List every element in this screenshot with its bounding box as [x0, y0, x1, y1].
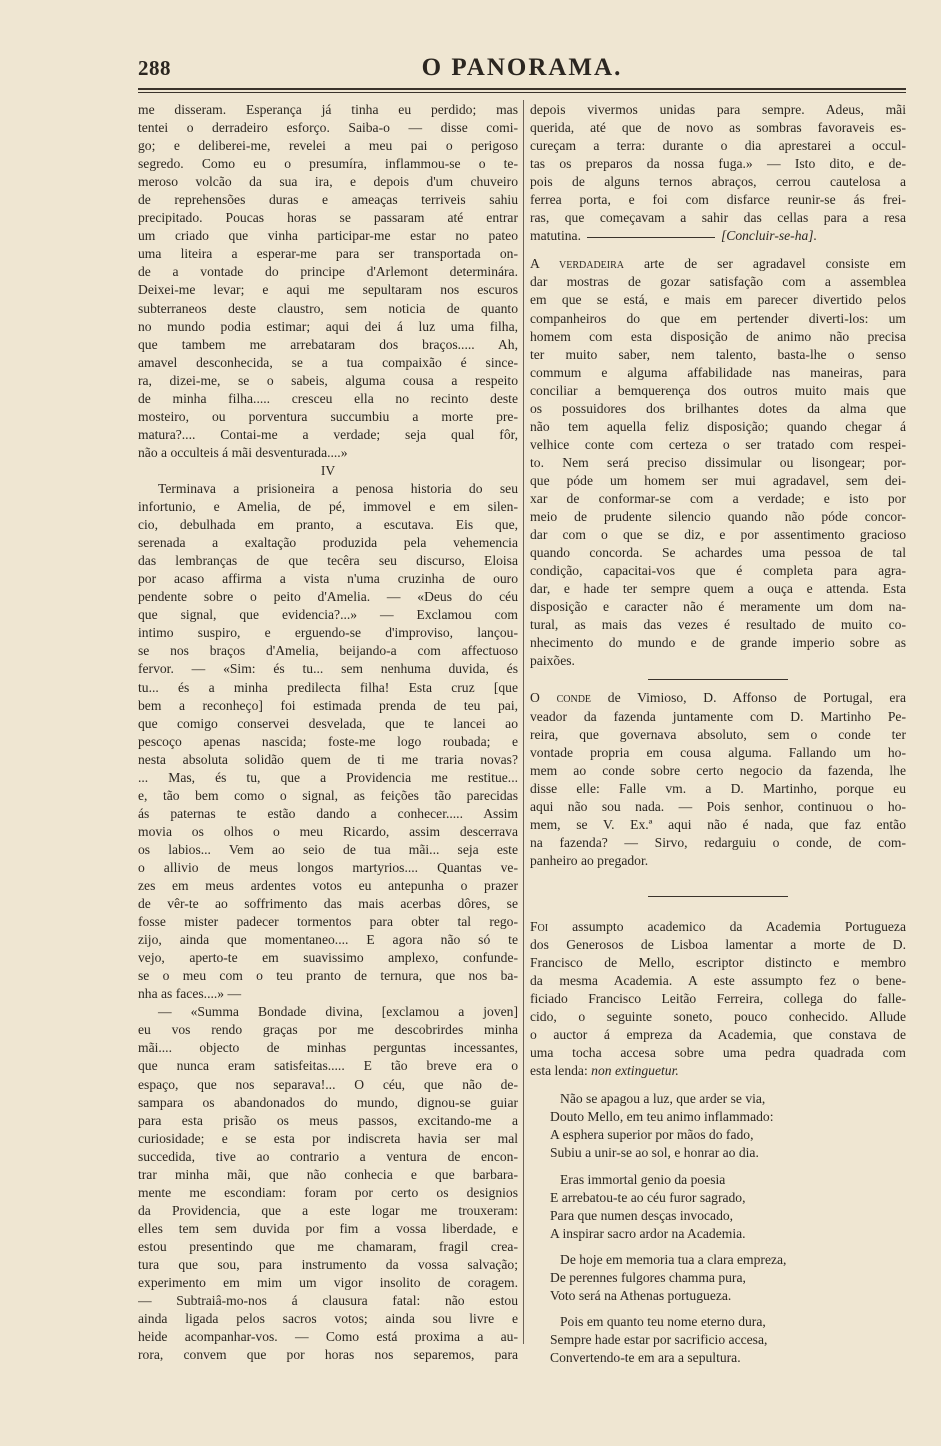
- text-line-lead: [530, 689, 906, 707]
- text-line: em que se está, e mais em parecer divertido pelos: [530, 292, 906, 308]
- text-line: mem, se V. Ex.ª aqui não é nada, que faz então: [530, 816, 906, 832]
- text-line: commum e alguma affabilidade nas maneiras, para: [530, 364, 906, 380]
- text-line: de vêr-te ao soffrimento das mais acerbas dôres, se: [138, 896, 518, 912]
- journal-title: O PANORAMA.: [421, 54, 623, 81]
- text-line: ter muito saber, nem talento, basta-lhe o senso: [530, 346, 906, 362]
- page-number: 288: [138, 56, 171, 80]
- header-rule-thin: [138, 92, 906, 93]
- header-rule: [138, 88, 906, 90]
- text-line: meio de prudente silencio quando não póde concor-: [530, 509, 906, 525]
- text-line: eu vos rendo graças por me descobrirdes minha: [138, 1022, 518, 1038]
- verse-line: Para que numen desças invocado,: [550, 1207, 734, 1223]
- text-line: ra, dizei-me, se o sabeis, alguma cousa a respeito: [138, 372, 518, 388]
- text-line: pois de alguns ternos abraços, cerrou cautelosa a: [530, 174, 906, 190]
- text-line: sampara os abandonados do mundo, dignou-se guiar: [138, 1094, 518, 1110]
- story-paragraph-3: [138, 1003, 518, 1364]
- text-line: na fazenda? — Sirvo, redarguiu o conde, de com-: [530, 834, 906, 850]
- text-line: pescoço apenas nascida; foste-me logo roubada; e: [138, 733, 518, 749]
- text-line: bem a reconheço] foi estimada prenda de teu pai,: [138, 697, 518, 713]
- stanza-gap: [550, 1305, 906, 1313]
- lead-words: A verdadeira: [530, 256, 625, 272]
- text-line: se o meu com o teu pranto de ternura, que nos ba-: [138, 968, 518, 984]
- text-fragment: de Vimioso, D. Affonso de Portugal, era: [607, 690, 906, 706]
- text-line: da Providencia, que a este logar me trouxeram:: [138, 1202, 518, 1218]
- text-line: Francisco de Mello, escriptor distincto e membro: [530, 955, 906, 971]
- text-line: serenada a exaltação produzida pela vehemencia: [138, 535, 518, 551]
- text-line: condição, capacitai-vos que é completa para agra-: [530, 563, 906, 579]
- sonnet-tercet-2: [550, 1313, 906, 1367]
- text-line: tu... és a minha predilecta filha! Esta cruz [que: [138, 679, 518, 695]
- text-fragment: assumpto academico da Academia Portugueza: [572, 918, 906, 934]
- text-line: uma tocha accesa sobre uma pedra quadrada com: [530, 1045, 906, 1061]
- text-line: no mundo podia estimar; aqui dei á luz uma filha,: [138, 318, 518, 334]
- text-line: mosteiro, ou porventura succumbiu a morte pre-: [138, 408, 518, 424]
- section-heading: IV: [320, 462, 336, 478]
- text-line: Terminava a prisioneira a penosa historia do seu: [158, 480, 518, 496]
- verse-line: Não se apagou a luz, que arder se via,: [560, 1091, 766, 1107]
- text-line: infortunio, e Amelia, de pé, immovel e em silen-: [138, 499, 518, 515]
- verse-line: A inspirar sacro ardor na Academia.: [550, 1225, 746, 1241]
- text-line: rora, convem que por horas nos separemos, para: [138, 1347, 518, 1363]
- text-line: espaço, que nos separava!... O céu, que não de-: [138, 1076, 518, 1092]
- text-line: precipitado. Poucas horas se passaram até entrar: [138, 210, 518, 226]
- text-line: nha as faces....» —: [138, 986, 242, 1002]
- text-line: dar com o que se diz, e por assentimento gracioso: [530, 527, 906, 543]
- text-line: panheiro ao pregador.: [530, 852, 649, 868]
- verse-line: Convertendo-te em ara a sepultura.: [550, 1349, 741, 1365]
- text-line: que póde um homem ser mui agradavel, sem dei-: [530, 472, 906, 488]
- text-line: fosse mister padecer tormentos para obter tal rego-: [138, 914, 518, 930]
- text-fragment: arte de ser agradavel consiste em: [643, 256, 906, 272]
- spacer: [530, 245, 906, 255]
- verse-line: Pois em quanto teu nome eterno dura,: [560, 1313, 766, 1329]
- text-line: nesta absoluta solidão quem de ti me traria novas?: [138, 751, 518, 767]
- text-line: os possuidores dos brilhantes dotes da alma que: [530, 400, 906, 416]
- text-line: tura que sou, para instrumento da vossa salvação;: [138, 1257, 518, 1272]
- text-fragment: esta lenda:: [530, 1063, 588, 1079]
- text-line: ficiado Francisco Leitão Ferreira, collega do falle-: [530, 991, 906, 1007]
- page-header: [138, 54, 906, 86]
- motto: non extinguetur.: [591, 1063, 679, 1079]
- text-line-lead: [530, 255, 906, 273]
- text-line: um criado que vinha participar-me estar no pateo: [138, 228, 518, 244]
- text-line: matura?.... Contai-me a verdade; seja qual fôr,: [138, 426, 518, 442]
- text-line: velhice conte com certeza o ser tratado com respei-: [530, 436, 906, 452]
- text-line: vontade propria em cousa alguma. Fallando um ho-: [530, 744, 906, 760]
- text-line: vejo, aperto-te em suavissimo amplexo, confunde-: [138, 950, 518, 966]
- story-conclusion: [530, 101, 906, 245]
- text-line: mente me escondiam: foram por certo os designios: [138, 1184, 518, 1200]
- stanza-gap: [550, 1243, 906, 1251]
- text-line: meroso volcão da sua ira, e depois d'um chuveiro: [138, 174, 518, 190]
- verse-line: Douto Mello, em teu animo inflammado:: [550, 1109, 774, 1125]
- text-line: não a occulteis á mãi desventurada....»: [138, 444, 348, 460]
- text-line: reira, que governava absoluto, sem o conde ter: [530, 726, 906, 742]
- text-line: tural, as mais das vezes é resultado de muito co-: [530, 617, 906, 633]
- text-line: succedida, tive ao contrario a ventura de encon-: [138, 1148, 518, 1164]
- text-line: Deixei-me levar; e aqui me sepultaram nos escuros: [138, 282, 518, 298]
- text-line: paixões.: [530, 653, 575, 669]
- text-line: de minha filha..... cresceu ella no recinto deste: [138, 390, 518, 406]
- text-line: se nos braços d'Amelia, beijando-a com affectuoso: [138, 643, 518, 659]
- text-line: elles tem sem duvida por fim a vossa liberdade, e: [138, 1220, 518, 1236]
- verse-line: Eras immortal genio da poesia: [560, 1171, 726, 1187]
- text-line: experimento em mim um vigor insolito de coragem.: [138, 1275, 518, 1291]
- text-line: das lembranças de que tecêra seu discurso, Eloisa: [138, 553, 518, 569]
- text-line: da mesma Academia. A este assumpto fez o bene-: [530, 973, 906, 989]
- text-line: tas os preparos da nossa fuga.» — Isto dito, e de-: [530, 156, 906, 172]
- text-line: segredo. Como eu o presumíra, inflammou-se o te-: [138, 156, 518, 172]
- text-line: me disseram. Esperança já tinha eu perdido; mas: [138, 102, 518, 117]
- verse-line: Voto será na Athenas portugueza.: [550, 1287, 732, 1303]
- text-line: depois vivermos unidas para sempre. Adeus, mãi: [530, 102, 906, 117]
- text-line: ... Mas, és tu, que a Providencia me restitue...: [138, 769, 518, 785]
- text-line-final: [530, 227, 906, 245]
- text-line: homem com esta disposição de animo não precisa: [530, 328, 906, 344]
- text-line: trar minha mãi, que não conhecia e que barbara-: [138, 1166, 518, 1182]
- story-paragraph-2: [138, 480, 518, 1003]
- verse-line: E arrebatou-te ao céu furor sagrado,: [550, 1189, 746, 1205]
- section-rule: [648, 896, 788, 898]
- text-line: por acaso affirma a vista n'uma cruzinha de ouro: [138, 571, 518, 587]
- text-line: aqui não sou nada. — Pois senhor, continuou o ho-: [530, 798, 906, 814]
- text-line: uma liteira a esperar-me para ser transportada on-: [138, 246, 518, 262]
- text-line: companheiros do que em pertender diverti-los: um: [530, 310, 906, 326]
- article-agreeable: [530, 255, 906, 670]
- text-line: cureçam a terra: durante o dia aprestarei a occul-: [530, 138, 906, 154]
- lead-words: Foi: [530, 918, 549, 934]
- text-line: dos Generosos de Lisboa lamentar a morte de D.: [530, 936, 906, 952]
- text-line: para esta prisão os meus passos, excitando-me a: [138, 1112, 518, 1128]
- text-line: cio, debulhada em pranto, a escutava. Eis que,: [138, 517, 518, 533]
- sonnet-tercet-1: [550, 1251, 906, 1305]
- text-line: os labios... Vem ao seio de tua mãi... seja este: [138, 841, 518, 857]
- text-line: tentei o derradeiro esforço. Saiba-o — disse comi-: [138, 120, 518, 136]
- text-line: dar, e hade ter sempre quem a ouça e attenda. Esta: [530, 581, 906, 597]
- text-line: não tem aquella feliz disposição; quando chegar á: [530, 418, 906, 434]
- text-line-final: [530, 1062, 906, 1080]
- text-line: veador da fazenda juntamente com D. Martinho Pe-: [530, 708, 906, 724]
- text-line: disse elle: Falle vm. a D. Martinho, porque eu: [530, 780, 906, 796]
- sonnet: [530, 1090, 906, 1367]
- verse-line: De hoje em memoria tua a clara empreza,: [560, 1251, 787, 1267]
- text-line: — Subtraiâ-mo-nos á clausura fatal: não estou: [138, 1293, 518, 1309]
- continuation-rule: [587, 237, 715, 238]
- lead-words: O conde: [530, 690, 592, 706]
- text-line: conciliar a bemquerença dos outros muito mais que: [530, 382, 906, 398]
- text-line: to. Nem será preciso dissimular ou lisongear; por-: [530, 454, 906, 470]
- right-column: [530, 101, 906, 1367]
- column-divider: [523, 100, 524, 1344]
- text-line: subterraneos deste claustro, sem noticia de quanto: [138, 300, 518, 316]
- text-line: curiosidade; e se esta por indiscreta havia ser mal: [138, 1130, 518, 1146]
- text-line: pendente sobre o peito d'Amelia. — «Deus do céu: [138, 589, 518, 605]
- section-rule: [648, 679, 788, 681]
- text-line: heide acompanhar-vos. — Como está proxima a au-: [138, 1329, 518, 1345]
- text-line: zes em meus ardentes votos eu antepunha o prazer: [138, 878, 518, 894]
- text-line: que tambem me arrebataram dos braços..... Ah,: [138, 336, 518, 352]
- text-line: ras, que começavam a sahir das cellas para a resa: [530, 210, 906, 226]
- text-line: ferrea porta, e foi com disfarce reunir-se ás frei-: [530, 192, 906, 208]
- verse-line: De perennes fulgores chamma pura,: [550, 1269, 746, 1285]
- text-line: dar mostras de gozar satisfação com a assemblea: [530, 274, 906, 290]
- text-line: o auctor á empreza da Academia, que constava de: [530, 1027, 906, 1043]
- text-line: querida, até que de novo as sombras favoraveis es-: [530, 120, 906, 136]
- text-line: cido, o seguinte soneto, pouco conhecido. Allude: [530, 1009, 906, 1025]
- text-line: xar de conformar-se com a verdade; e isto por: [530, 490, 906, 506]
- article-academia: [530, 918, 906, 1080]
- text-line: que nunca eram satisfeitas..... E tão breve era o: [138, 1058, 518, 1074]
- text-line: que signal, que evidencia?...» — Exclamou com: [138, 607, 518, 623]
- text-line: de a vontade do principe d'Arlemont determinára.: [138, 264, 518, 280]
- text-line: — «Summa Bondade divina, [exclamou a joven]: [158, 1004, 518, 1020]
- text-line: mem ao conde sobre certo negocio da fazenda, lhe: [530, 762, 906, 778]
- text-line: go; e deliberei-me, revelei a meu pai o perigoso: [138, 138, 518, 154]
- text-fragment: matutina.: [530, 228, 581, 244]
- verse-line: Sempre hade estar por sacrificio accesa,: [550, 1331, 768, 1347]
- stanza-gap: [550, 1163, 906, 1171]
- text-line: disposição e caracter não é meramente um dom na-: [530, 599, 906, 615]
- sonnet-quatrain-1: [550, 1090, 906, 1162]
- text-line: que comigo conservei desvelada, que te lancei ao: [138, 715, 518, 731]
- text-line: movia os olhos o meu Ricardo, assim descerrava: [138, 823, 518, 839]
- verse-line: Subiu a unir-se ao sol, e honrar ao dia.: [550, 1145, 759, 1161]
- story-paragraph-1: [138, 101, 518, 462]
- text-line: o allivio de meus longos martyrios.... Quantas ve-: [138, 859, 518, 875]
- text-line-lead: [530, 918, 906, 936]
- text-line: de reprehensões duras e ameaças terriveis sahiu: [138, 192, 518, 208]
- text-line: e, tão bem como o signal, as feições tão parecidas: [138, 787, 518, 803]
- text-line: mãi.... objecto de minhas perguntas incessantes,: [138, 1040, 518, 1056]
- sonnet-quatrain-2: [550, 1171, 906, 1243]
- text-line: nhecimento do mundo e de grande imperio sobre as: [530, 635, 906, 651]
- text-line: estou presentindo que me chamaram, fragil crea-: [138, 1238, 518, 1254]
- text-line: zijo, ainda que momentaneo.... E agora não só te: [138, 932, 518, 948]
- text-line: fervor. — «Sim: és tu... sem nenhuma duvida, és: [138, 661, 518, 677]
- text-line: ás paternas te estão dando a conhecer..... Assim: [138, 805, 518, 821]
- left-column: [138, 101, 518, 1364]
- verse-line: A esphera superior por mãos do fado,: [550, 1127, 754, 1143]
- text-line: ainda ligada pelos sacros votos; ainda sou livre e: [138, 1311, 518, 1327]
- article-conde-vimioso: [530, 689, 906, 869]
- text-line: quando concorda. Se achardes uma pessoa de tal: [530, 545, 906, 561]
- text-line: intimo suspiro, e erguendo-se d'improviso, lançou-: [138, 625, 518, 641]
- spacer: [530, 1080, 906, 1090]
- continuation-note: [Concluir-se-ha].: [720, 228, 817, 244]
- text-line: amavel desconhecida, se a tua compaixão é since-: [138, 354, 518, 370]
